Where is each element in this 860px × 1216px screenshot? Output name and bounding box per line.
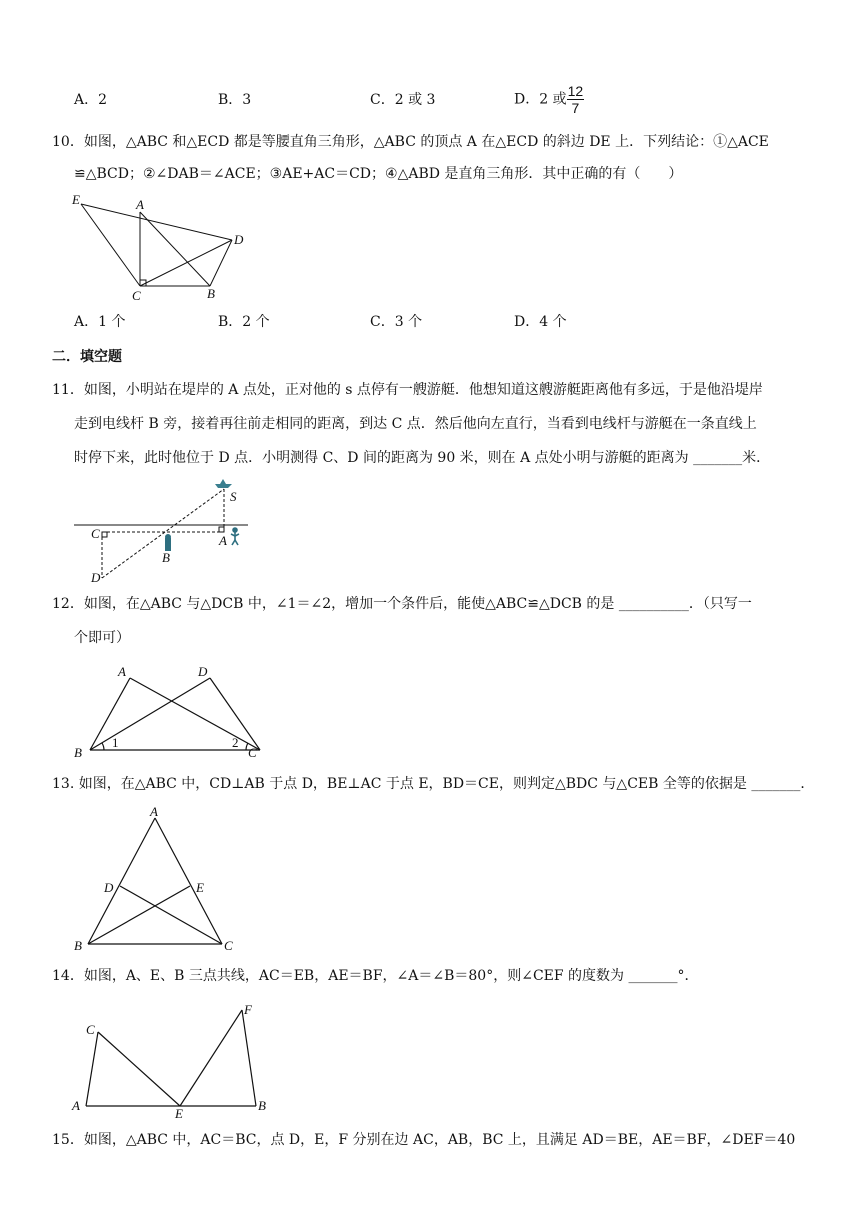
- q11-text-line2: 走到电线杆 B 旁，接着再往前走相同的距离，到达 C 点．然后他向左直行，当看到电线杆与游艇在一条直线上: [74, 416, 757, 432]
- section-title-fill-in: 二．填空题: [52, 348, 122, 364]
- fraction-denominator: 7: [571, 100, 580, 116]
- q14-figure: [70, 996, 280, 1120]
- q12-text-line2: 个即可）: [74, 630, 130, 646]
- person-icon: [231, 528, 239, 545]
- q10-figure: [70, 190, 260, 304]
- q9-option-d: [514, 83, 584, 116]
- segment-ce: [98, 1032, 180, 1106]
- q10-option-b: B．2 个: [218, 314, 270, 330]
- right-angle-c: [102, 532, 107, 537]
- label-f: F: [244, 1002, 252, 1017]
- label-d: D: [91, 570, 101, 585]
- label-b: B: [74, 938, 82, 952]
- label-a: A: [118, 664, 126, 679]
- segment-ac: [86, 1032, 98, 1106]
- q9-option-d-prefix: D．2 或: [514, 91, 567, 108]
- label-c: C: [86, 1022, 95, 1037]
- q14-text-line1: 14．如图，A、E、B 三点共线，AC＝EB，AE＝BF，∠A＝∠B＝80°，则∠CEF 的度数为 _______°．: [52, 968, 699, 984]
- label-a: A: [150, 804, 158, 819]
- label-a: A: [136, 197, 144, 212]
- q11-text-line3: 时停下来，此时他位于 D 点．小明测得 C、D 间的距离为 90 米，则在 A 点处小明与游艇的距离为 _______米．: [74, 450, 771, 466]
- label-angle-1: 1: [112, 735, 119, 750]
- q9-option-a: A．2: [74, 92, 108, 108]
- label-d: D: [198, 664, 208, 679]
- q10-option-d: D．4 个: [514, 314, 567, 330]
- segment-bd: [210, 240, 232, 286]
- q12-text-line1: 12．如图，在△ABC 与△DCB 中，∠1＝∠2，增加一个条件后，能使△ABC≌△DCB 的是 __________．（只写一: [52, 596, 752, 612]
- q10-text-line2: ≌△BCD；②∠DAB＝∠ACE；③AE+AC＝CD；④△ABD 是直角三角形．其中正确的有（ ）: [74, 166, 683, 182]
- label-b: B: [162, 550, 170, 565]
- segment-cd: [140, 240, 232, 286]
- label-s: S: [230, 489, 237, 504]
- segment-ef: [180, 1010, 242, 1106]
- q13-text-line1: 13. 如图，在△ABC 中，CD⊥AB 于点 D，BE⊥AC 于点 E，BD＝CE，则判定△BDC 与△CEB 全等的依据是 _______．: [52, 776, 815, 792]
- label-e: E: [196, 880, 204, 895]
- angle-arc-1: [102, 743, 104, 750]
- q11-figure: [70, 474, 250, 586]
- q15-text-line1: 15．如图，△ABC 中，AC＝BC，点 D，E，F 分别在边 AC，AB，BC 上，且满足 AD＝BE，AE＝BF，∠DEF＝40: [52, 1132, 796, 1148]
- fraction-numerator: 12: [567, 83, 584, 99]
- label-c: C: [132, 288, 141, 303]
- q9-option-c: C．2 或 3: [370, 92, 436, 108]
- q10-option-c: C．3 个: [370, 314, 423, 330]
- q9-option-b: B．3: [218, 92, 252, 108]
- boat-icon: [215, 479, 232, 488]
- pole-icon: [165, 534, 171, 551]
- label-b: B: [207, 286, 215, 301]
- q10-text-line1: 10．如图，△ABC 和△ECD 都是等腰直角三角形，△ABC 的顶点 A 在△ECD 的斜边 DE 上．下列结论：①△ACE: [52, 134, 769, 150]
- segment-ab: [140, 212, 210, 286]
- label-c: C: [224, 938, 233, 952]
- label-d: D: [104, 880, 114, 895]
- q10-option-a: A．1 个: [74, 314, 126, 330]
- segment-ba: [90, 678, 130, 750]
- label-angle-2: 2: [232, 735, 239, 750]
- label-e: E: [72, 192, 80, 207]
- q11-text-line1: 11．如图，小明站在堤岸的 A 点处，正对他的 s 点停有一艘游艇．他想知道这艘游艇距离他有多远，于是他沿堤岸: [52, 382, 763, 398]
- label-c: C: [248, 745, 257, 760]
- segment-fb: [242, 1010, 256, 1106]
- label-a: A: [219, 533, 227, 548]
- q13-figure: [70, 802, 250, 952]
- label-a: A: [72, 1098, 80, 1113]
- label-b: B: [74, 745, 82, 760]
- segment-ed: [81, 204, 232, 240]
- label-b: B: [258, 1098, 266, 1113]
- label-d: D: [234, 232, 244, 247]
- label-e: E: [175, 1106, 183, 1120]
- q9-option-d-fraction: [567, 83, 585, 116]
- q12-figure: [70, 660, 270, 760]
- right-angle-a: [219, 527, 224, 532]
- label-c: C: [91, 526, 100, 541]
